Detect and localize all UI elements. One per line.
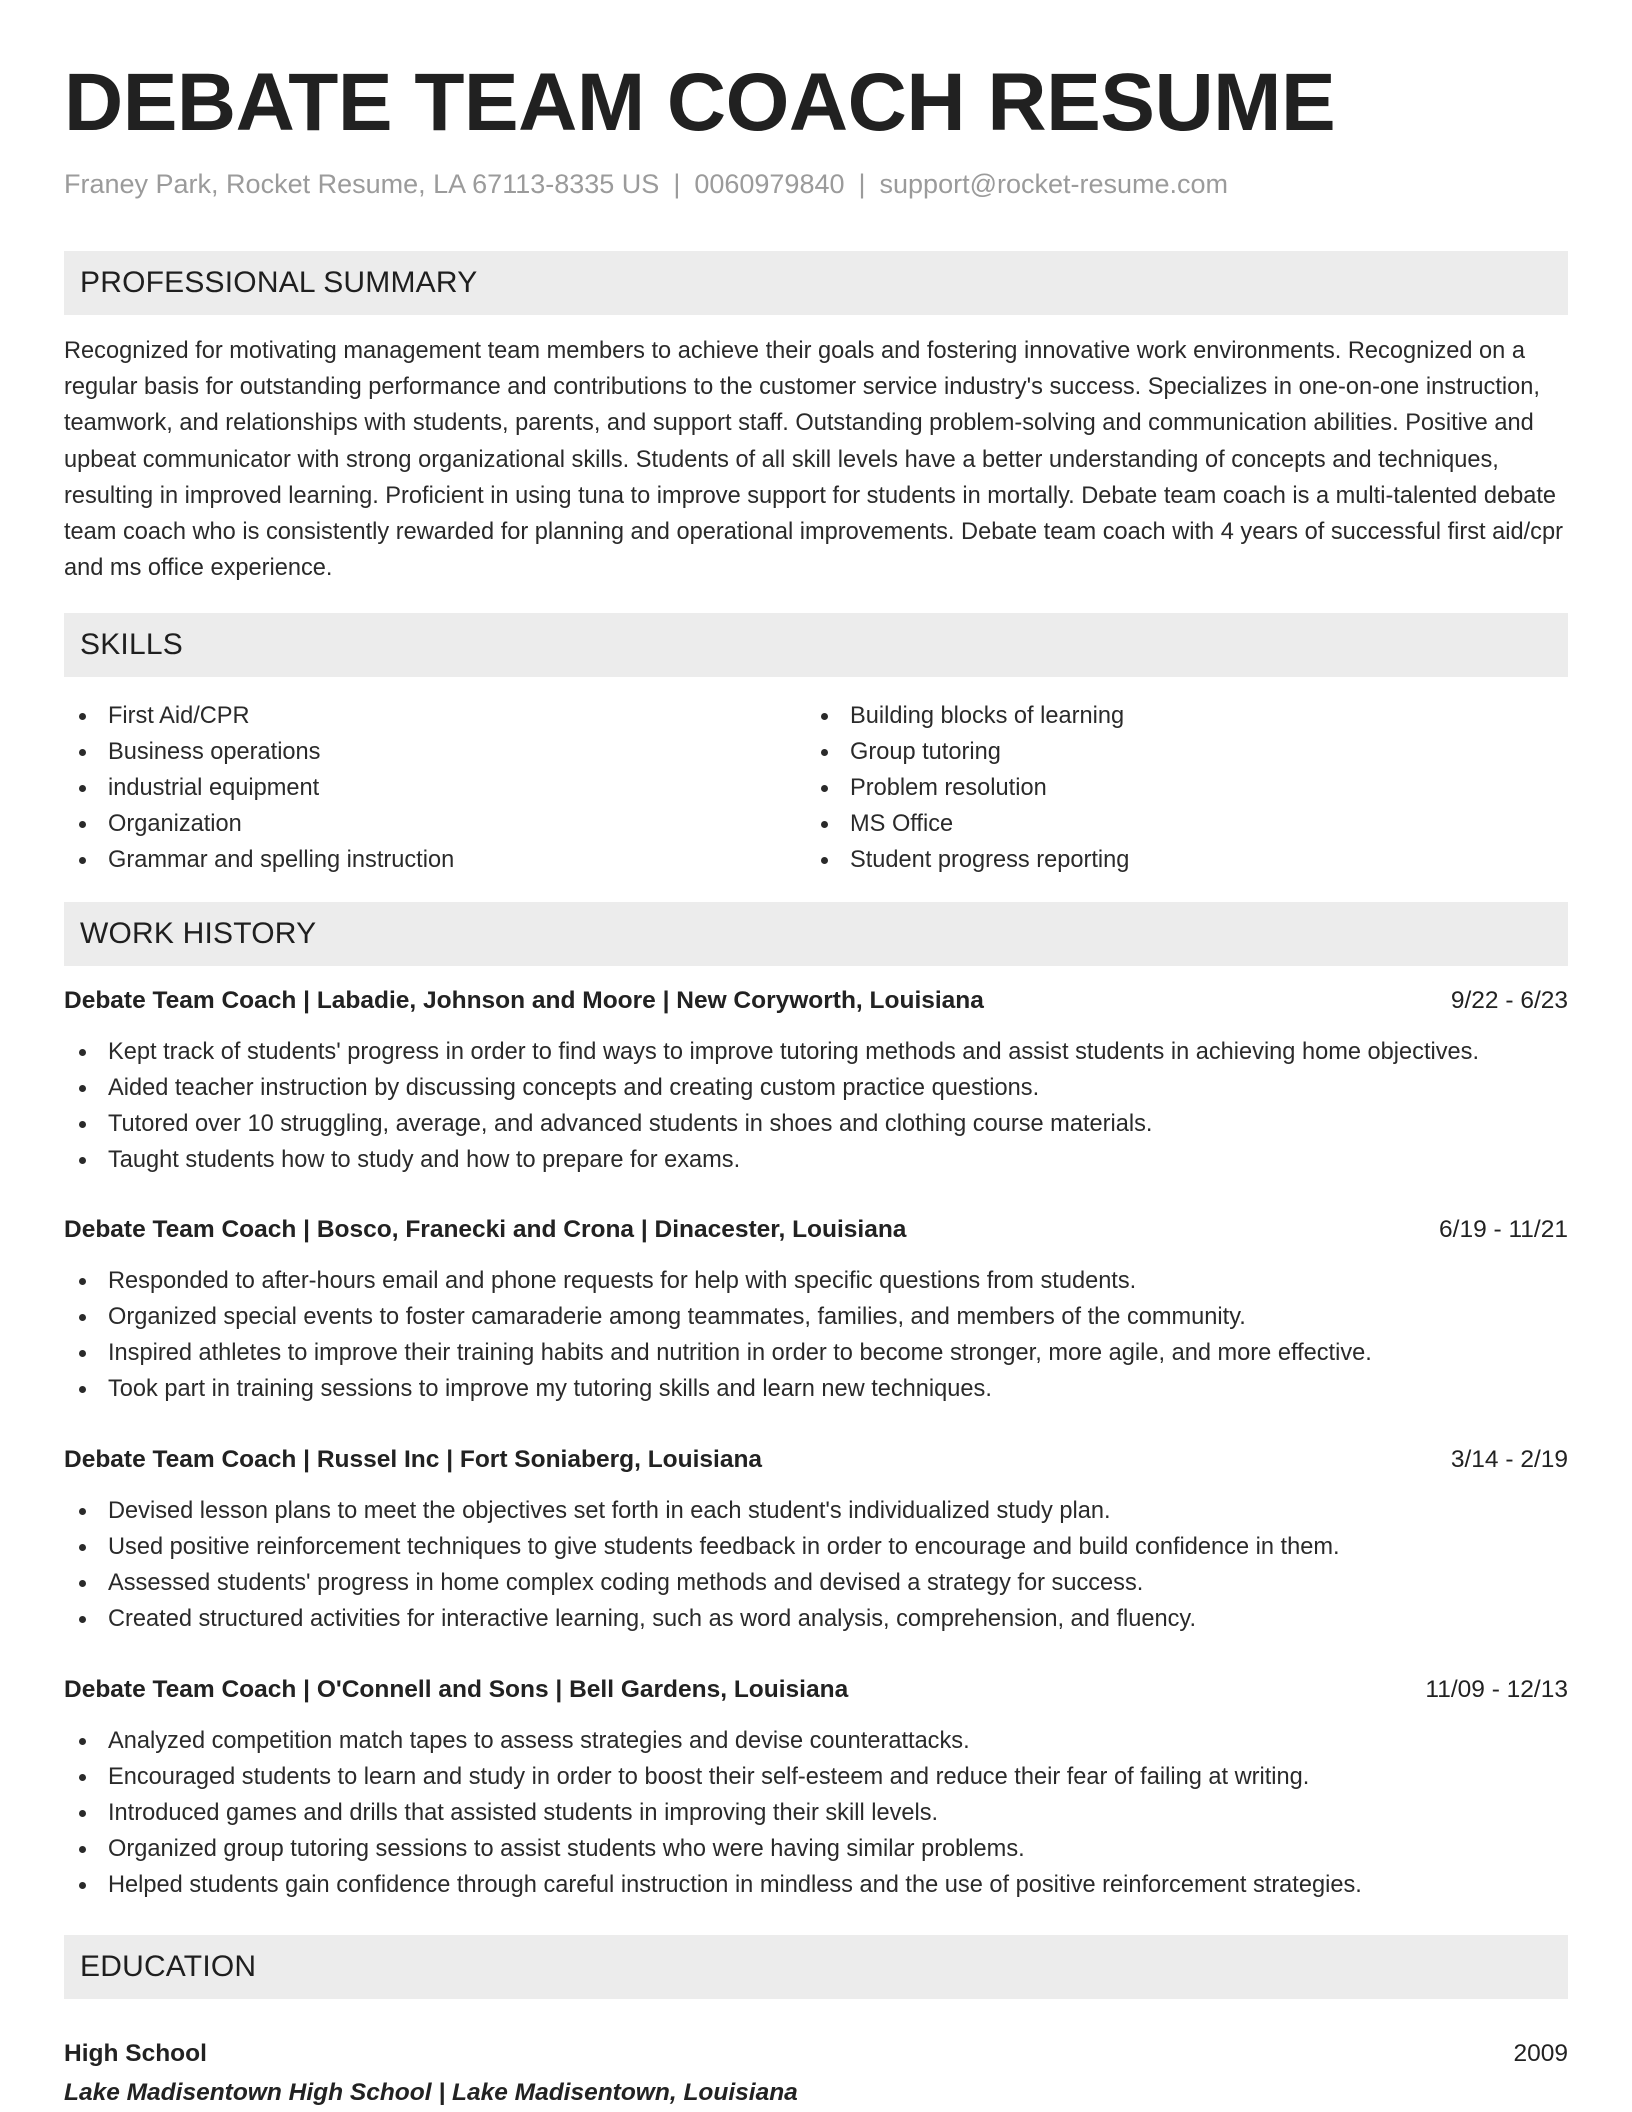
contact-line xyxy=(64,166,1228,202)
job-bullets xyxy=(64,1034,1568,1178)
job-date: 11/09 - 12/13 xyxy=(1425,1676,1568,1703)
job-bullet: Tutored over 10 struggling, average, and advanced students in shoes and clothing course materials. xyxy=(64,1106,1568,1142)
skill-item: Business operations xyxy=(64,734,454,770)
skill-item: MS Office xyxy=(806,806,1129,842)
job-bullet: Took part in training sessions to improve my tutoring skills and learn new techniques. xyxy=(64,1371,1568,1407)
skill-item: Problem resolution xyxy=(806,770,1129,806)
section-header-education: EDUCATION xyxy=(64,1935,1568,1999)
job-header xyxy=(64,1441,1568,1479)
contact-separator: | xyxy=(858,169,866,199)
professional-summary-text: Recognized for motivating management team members to achieve their goals and fostering innovative work environments. Recognized on a regular basis for outstanding performance and contributions to the customer service industry's success. Specializes in one-on-one instruction, teamwork, and relationships with students, parents, and support staff. Outstanding problem-solving and communication abilities. Positive and upbeat communicator with strong organizational skills. Students of all skill levels have a better understanding of concepts and techniques, resulting in improved learning. Proficient in using tuna to improve support for students in mortally. Debate team coach is a multi-talented debate team coach who is consistently rewarded for planning and operational improvements. Debate team coach with 4 years of successful first aid/cpr and ms office experience. xyxy=(64,338,1563,582)
job-title: Debate Team Coach | Bosco, Franecki and Crona | Dinacester, Louisiana xyxy=(64,1216,907,1243)
education-school: Lake Madisentown High School | Lake Madisentown, Louisiana xyxy=(64,2079,798,2106)
job-bullet: Introduced games and drills that assisted students in improving their skill levels. xyxy=(64,1795,1568,1831)
skill-item: Building blocks of learning xyxy=(806,698,1129,734)
job-bullet: Analyzed competition match tapes to assess strategies and devise counterattacks. xyxy=(64,1723,1568,1759)
job-bullet: Created structured activities for interactive learning, such as word analysis, comprehension, and fluency. xyxy=(64,1601,1568,1637)
job-bullet: Kept track of students' progress in order to find ways to improve tutoring methods and assist students in achieving home objectives. xyxy=(64,1034,1568,1070)
contact-phone: 0060979840 xyxy=(694,169,845,199)
job-entry xyxy=(64,1211,1568,1402)
job-date: 6/19 - 11/21 xyxy=(1439,1216,1568,1243)
education-header xyxy=(64,2035,1568,2073)
job-date: 3/14 - 2/19 xyxy=(1450,1446,1568,1473)
skill-item: First Aid/CPR xyxy=(64,698,454,734)
job-title: Debate Team Coach | Labadie, Johnson and Moore | New Coryworth, Louisiana xyxy=(64,987,984,1014)
skill-item: industrial equipment xyxy=(64,770,454,806)
job-title: Debate Team Coach | Russel Inc | Fort Soniaberg, Louisiana xyxy=(64,1446,763,1473)
job-entry xyxy=(64,1671,1568,1898)
skill-item: Student progress reporting xyxy=(806,842,1129,878)
job-bullet: Organized group tutoring sessions to assist students who were having similar problems. xyxy=(64,1831,1568,1867)
job-bullet: Inspired athletes to improve their training habits and nutrition in order to become stronger, more agile, and more effective. xyxy=(64,1335,1568,1371)
job-header xyxy=(64,1211,1568,1249)
contact-email[interactable]: support@rocket-resume.com xyxy=(879,169,1229,199)
job-header xyxy=(64,982,1568,1020)
job-bullets xyxy=(64,1723,1568,1903)
job-bullet: Taught students how to study and how to prepare for exams. xyxy=(64,1142,1568,1178)
section-header-work-history: WORK HISTORY xyxy=(64,902,1568,966)
contact-separator: | xyxy=(673,169,681,199)
job-bullet: Aided teacher instruction by discussing concepts and creating custom practice questions. xyxy=(64,1070,1568,1106)
job-header xyxy=(64,1671,1568,1709)
section-header-skills: SKILLS xyxy=(64,613,1568,677)
job-bullet: Devised lesson plans to meet the objectives set forth in each student's individualized study plan. xyxy=(64,1493,1568,1529)
resume-title: DEBATE TEAM COACH RESUME xyxy=(64,57,1336,148)
skills-column-right xyxy=(806,698,1129,878)
job-bullet: Assessed students' progress in home complex coding methods and devised a strategy for success. xyxy=(64,1565,1568,1601)
job-entry xyxy=(64,982,1568,1173)
job-bullet: Encouraged students to learn and study in order to boost their self-esteem and reduce their fear of failing at writing. xyxy=(64,1759,1568,1795)
education-year: 2009 xyxy=(1513,2040,1568,2067)
job-bullet: Used positive reinforcement techniques to give students feedback in order to encourage and build confidence in them. xyxy=(64,1529,1568,1565)
education-entry xyxy=(64,2035,1568,2106)
skill-item: Organization xyxy=(64,806,454,842)
skills-column-left xyxy=(64,698,454,878)
job-bullets xyxy=(64,1493,1568,1637)
job-bullets xyxy=(64,1263,1568,1407)
education-degree: High School xyxy=(64,2040,207,2067)
skill-item: Group tutoring xyxy=(806,734,1129,770)
job-bullet: Organized special events to foster camaraderie among teammates, families, and members of the community. xyxy=(64,1299,1568,1335)
job-date: 9/22 - 6/23 xyxy=(1450,987,1568,1014)
job-bullet: Responded to after-hours email and phone requests for help with specific questions from students. xyxy=(64,1263,1568,1299)
section-header-summary: PROFESSIONAL SUMMARY xyxy=(64,251,1568,315)
job-entry xyxy=(64,1441,1568,1632)
job-title: Debate Team Coach | O'Connell and Sons | Bell Gardens, Louisiana xyxy=(64,1676,849,1703)
job-bullet: Helped students gain confidence through careful instruction in mindless and the use of positive reinforcement strategies. xyxy=(64,1867,1568,1903)
skill-item: Grammar and spelling instruction xyxy=(64,842,454,878)
contact-address: Franey Park, Rocket Resume, LA 67113-8335 US xyxy=(64,169,660,199)
